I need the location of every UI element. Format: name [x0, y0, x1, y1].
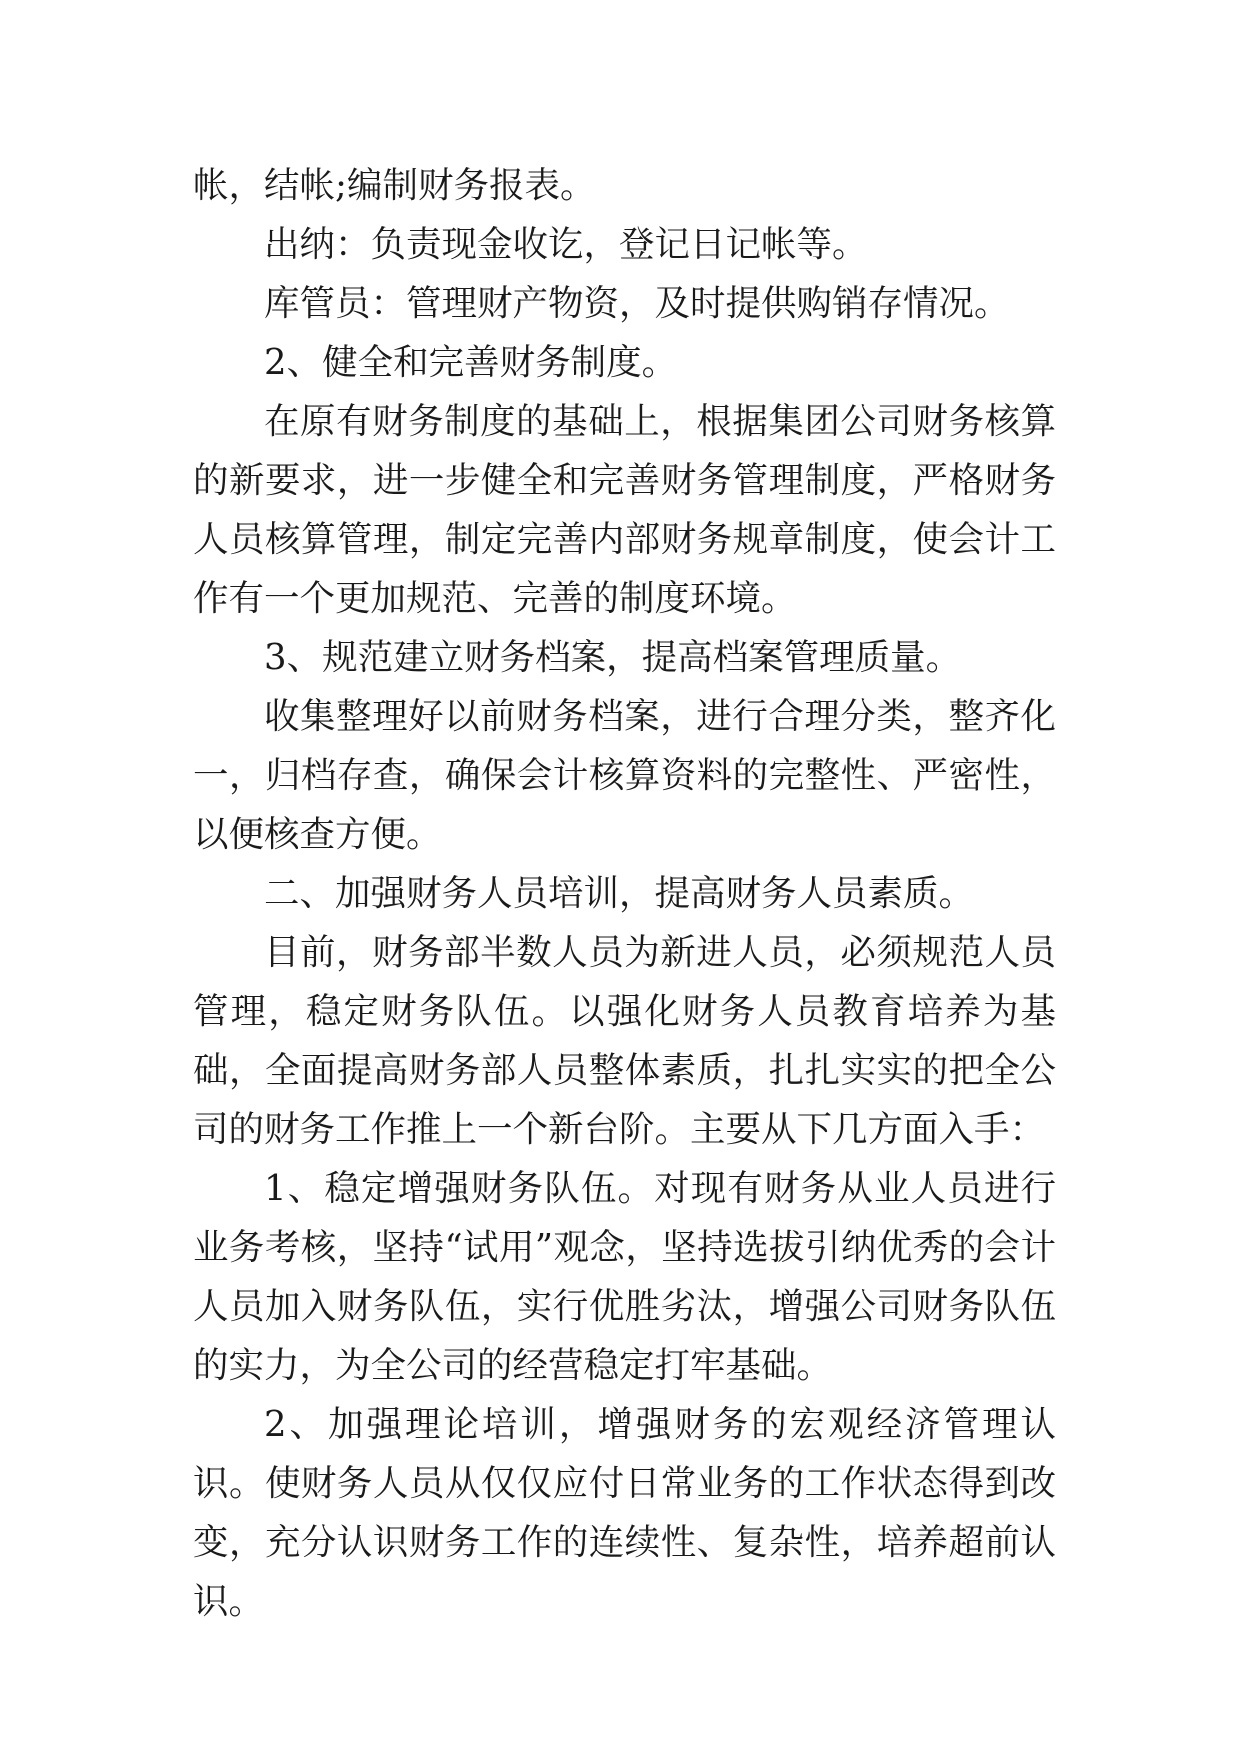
paragraph-warehouse-keeper-duty: 库管员：管理财产物资，及时提供购销存情况。: [264, 283, 1010, 324]
paragraph-item-1-stabilize-team: 1、稳定增强财务队伍。对现有财务从业人员进行业务考核，坚持“试用”观念，坚持选拔引纳优秀的会计人员加入财务队伍，实行优胜劣汰，增强公司财务队伍的实力，为全公司的经营稳定打牢基础。: [193, 1168, 1056, 1386]
paragraph-financial-archives-body: 收集整理好以前财务档案，进行合理分类，整齐化一，归档存查，确保会计核算资料的完整性、严密性，以便核查方便。: [193, 696, 1056, 855]
paragraph-financial-system-body: 在原有财务制度的基础上，根据集团公司财务核算的新要求，进一步健全和完善财务管理制度，严格财务人员核算管理，制定完善内部财务规章制度，使会计工作有一个更加规范、完善的制度环境。: [193, 401, 1056, 619]
heading-item-3-financial-archives: 3、规范建立财务档案，提高档案管理质量。: [264, 637, 962, 678]
paragraph-staff-training-body: 目前，财务部半数人员为新进人员，必须规范人员管理，稳定财务队伍。以强化财务人员教育培养为基础，全面提高财务部人员整体素质，扎扎实实的把全公司的财务工作推上一个新台阶。主要从下几方面入手：: [193, 932, 1056, 1150]
heading-item-2-financial-system: 2、健全和完善财务制度。: [264, 342, 678, 383]
document-body: [193, 156, 1056, 1631]
heading-section-2-staff-training: 二、加强财务人员培训，提高财务人员素质。: [264, 873, 975, 914]
paragraph-continuation: 帐，结帐;编制财务报表。: [193, 165, 596, 206]
paragraph-item-2-theory-training: 2、加强理论培训，增强财务的宏观经济管理认识。使财务人员从仅仅应付日常业务的工作状态得到改变，充分认识财务工作的连续性、复杂性，培养超前认识。: [193, 1404, 1056, 1622]
paragraph-cashier-duty: 出纳：负责现金收讫，登记日记帐等。: [264, 224, 868, 265]
